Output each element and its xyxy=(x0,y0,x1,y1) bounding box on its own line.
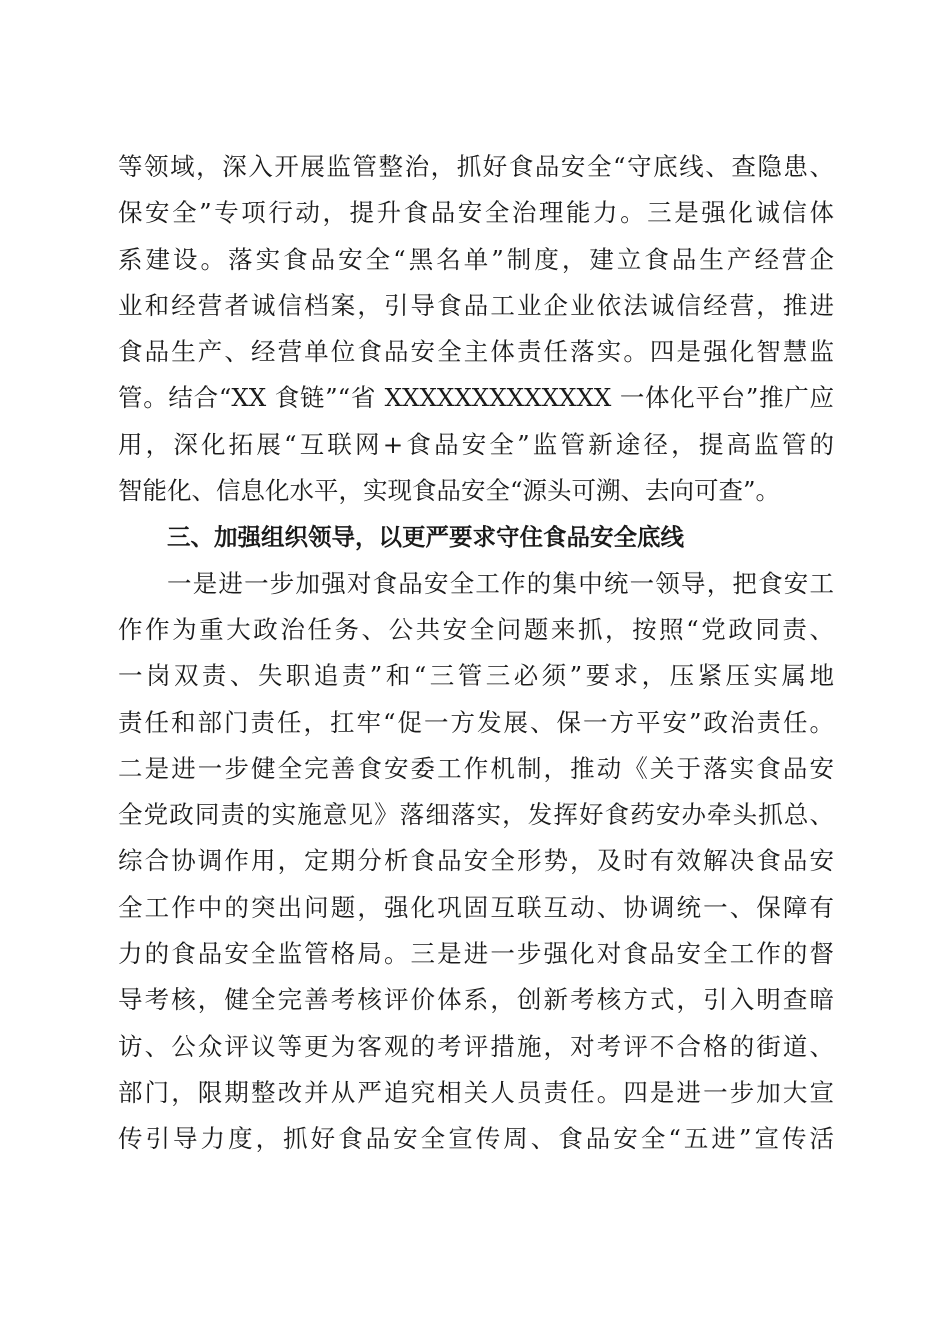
body-line: 传引导力度，抓好食品安全宣传周、食品安全“五进”宣传活 xyxy=(118,1124,834,1154)
body-line: 力的食品安全监管格局。三是进一步强化对食品安全工作的督 xyxy=(118,939,834,969)
body-line: 食品生产、经营单位食品安全主体责任落实。四是强化智慧监 xyxy=(118,337,834,367)
body-line: 作作为重大政治任务、公共安全问题来抓，按照“党政同责、 xyxy=(118,614,834,644)
body-line: 导考核，健全完善考核评价体系，创新考核方式，引入明查暗 xyxy=(118,985,834,1015)
body-line: 业和经营者诚信档案，引导食品工业企业依法诚信经营，推进 xyxy=(118,290,834,320)
document-body xyxy=(118,144,834,1163)
body-line: 访、公众评议等更为客观的考评措施，对考评不合格的街道、 xyxy=(118,1031,834,1061)
body-line: 责任和部门责任，扛牢“促一方发展、保一方平安”政治责任。 xyxy=(118,707,834,737)
body-line: 综合协调作用，定期分析食品安全形势，及时有效解决食品安 xyxy=(118,846,834,876)
body-line: 全工作中的突出问题，强化巩固互联互动、协调统一、保障有 xyxy=(118,892,834,922)
body-line: 部门，限期整改并从严追究相关人员责任。四是进一步加大宣 xyxy=(118,1077,834,1107)
body-line: 管。结合“XX 食链”“省 XXXXXXXXXXXXX 一体化平台”推广应 xyxy=(118,383,834,413)
body-line: 保安全”专项行动，提升食品安全治理能力。三是强化诚信体 xyxy=(118,198,834,228)
body-line: 用，深化拓展“互联网+食品安全”监管新途径，提高监管的 xyxy=(118,429,834,459)
body-line: 等领域，深入开展监管整治，抓好食品安全“守底线、查隐患、 xyxy=(118,152,834,181)
body-line: 系建设。落实食品安全“黑名单”制度，建立食品生产经营企 xyxy=(118,244,834,274)
body-line: 二是进一步健全完善食安委工作机制，推动《关于落实食品安 xyxy=(118,753,834,783)
body-line: 一岗双责、失职追责”和“三管三必须”要求，压紧压实属地 xyxy=(118,661,834,691)
body-line: 一是进一步加强对食品安全工作的集中统一领导，把食安工 xyxy=(167,568,834,598)
body-line: 全党政同责的实施意见》落细落实，发挥好食药安办牵头抓总、 xyxy=(118,800,834,830)
section-heading: 三、加强组织领导，以更严要求守住食品安全底线 xyxy=(167,523,684,552)
body-line: 智能化、信息化水平，实现食品安全“源头可溯、去向可查”。 xyxy=(118,476,781,506)
